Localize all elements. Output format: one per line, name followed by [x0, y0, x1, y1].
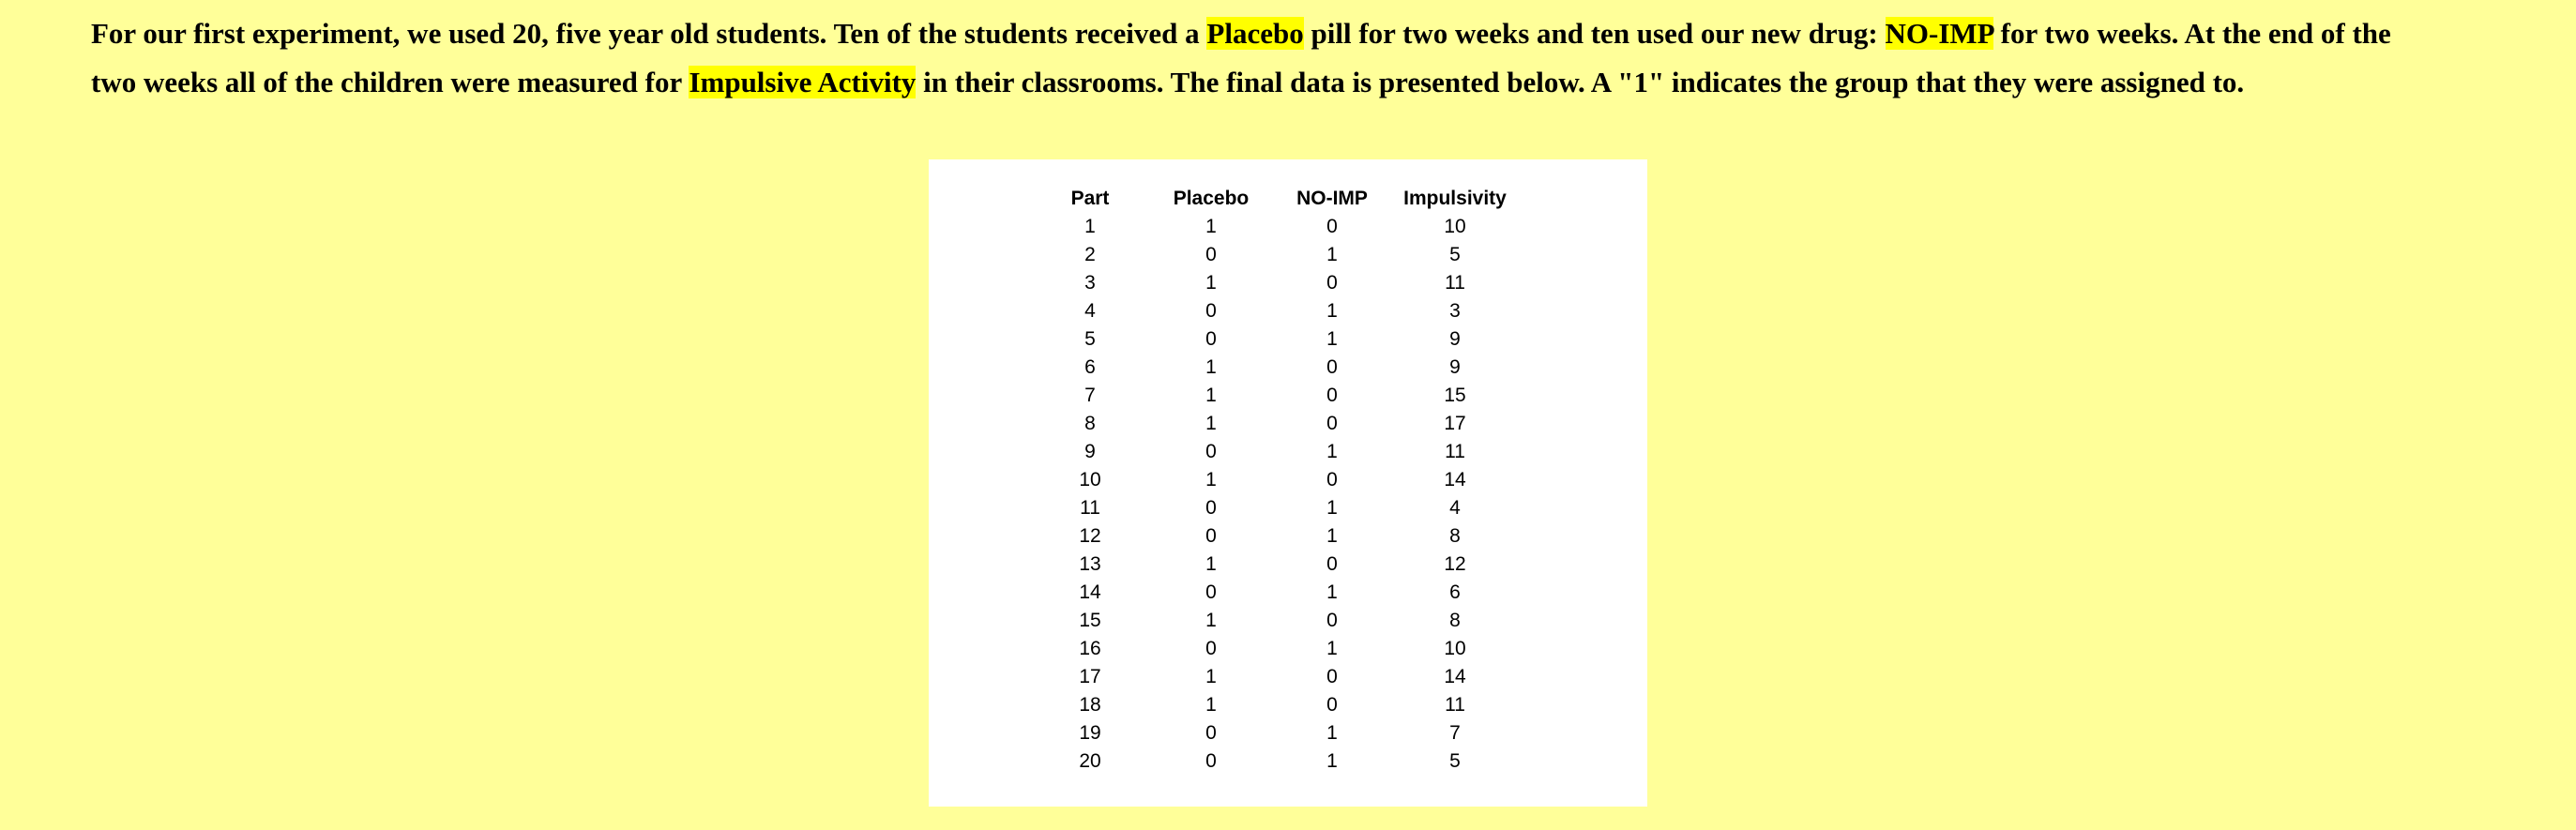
cell-no-imp: 1	[1326, 328, 1338, 350]
cell-part: 6	[1084, 356, 1096, 378]
cell-part: 9	[1084, 441, 1096, 462]
table-row	[1029, 382, 1517, 410]
cell-part: 18	[1079, 694, 1101, 716]
cell-impulsivity: 10	[1444, 638, 1466, 659]
cell-impulsivity: 12	[1444, 553, 1466, 575]
intro-text-3: for two weeks. At the end of the	[1993, 17, 2391, 50]
cell-no-imp: 0	[1326, 610, 1338, 631]
cell-no-imp: 0	[1326, 272, 1338, 294]
cell-part: 20	[1079, 750, 1101, 772]
cell-part: 3	[1084, 272, 1096, 294]
cell-impulsivity: 3	[1449, 300, 1461, 322]
table-row	[1029, 551, 1517, 579]
cell-placebo: 0	[1205, 441, 1217, 462]
cell-impulsivity: 5	[1449, 244, 1461, 265]
cell-impulsivity: 6	[1449, 581, 1461, 603]
table-row	[1029, 438, 1517, 466]
cell-placebo: 1	[1205, 610, 1217, 631]
cell-impulsivity: 5	[1449, 750, 1461, 772]
table-row	[1029, 354, 1517, 382]
cell-no-imp: 1	[1326, 300, 1338, 322]
cell-placebo: 0	[1205, 750, 1217, 772]
cell-part: 10	[1079, 469, 1101, 490]
cell-impulsivity: 14	[1444, 469, 1466, 490]
cell-placebo: 1	[1205, 666, 1217, 687]
cell-no-imp: 1	[1326, 638, 1338, 659]
cell-part: 2	[1084, 244, 1096, 265]
cell-placebo: 0	[1205, 497, 1217, 519]
cell-placebo: 1	[1205, 272, 1217, 294]
cell-placebo: 1	[1205, 216, 1217, 237]
cell-part: 11	[1080, 497, 1100, 519]
intro-paragraph	[91, 9, 2530, 107]
cell-placebo: 1	[1205, 385, 1217, 406]
cell-placebo: 0	[1205, 638, 1217, 659]
cell-impulsivity: 11	[1445, 272, 1465, 294]
intro-text-5: in their classrooms. The final data is presented below. A "1" indicates the group that they were assigned to.	[916, 66, 2245, 98]
table-row	[1029, 325, 1517, 354]
cell-no-imp: 0	[1326, 413, 1338, 434]
cell-no-imp: 1	[1326, 244, 1338, 265]
cell-impulsivity: 8	[1449, 525, 1461, 547]
cell-impulsivity: 9	[1449, 328, 1461, 350]
cell-no-imp: 1	[1326, 722, 1338, 744]
intro-text-2: pill for two weeks and ten used our new drug:	[1303, 17, 1886, 50]
cell-impulsivity: 11	[1445, 441, 1465, 462]
cell-no-imp: 0	[1326, 356, 1338, 378]
cell-part: 19	[1079, 722, 1101, 744]
data-table	[1029, 185, 1517, 776]
table-row	[1029, 213, 1517, 241]
cell-part: 13	[1079, 553, 1101, 575]
cell-part: 5	[1084, 328, 1096, 350]
table-row	[1029, 579, 1517, 607]
cell-placebo: 0	[1205, 525, 1217, 547]
cell-placebo: 0	[1205, 244, 1217, 265]
cell-part: 7	[1084, 385, 1096, 406]
cell-part: 1	[1084, 216, 1096, 237]
table-row	[1029, 466, 1517, 494]
cell-impulsivity: 11	[1445, 694, 1465, 716]
highlight-placebo: Placebo	[1206, 17, 1304, 50]
cell-placebo: 1	[1205, 413, 1217, 434]
cell-no-imp: 0	[1326, 553, 1338, 575]
cell-impulsivity: 8	[1449, 610, 1461, 631]
table-row	[1029, 297, 1517, 325]
cell-no-imp: 1	[1326, 441, 1338, 462]
cell-no-imp: 0	[1326, 694, 1338, 716]
table-header-row	[1029, 185, 1517, 213]
intro-text-4: two weeks all of the children were measured for	[91, 66, 689, 98]
cell-no-imp: 0	[1326, 666, 1338, 687]
cell-no-imp: 0	[1326, 469, 1338, 490]
cell-part: 15	[1079, 610, 1101, 631]
table-row	[1029, 269, 1517, 297]
table-row	[1029, 663, 1517, 691]
table-row	[1029, 747, 1517, 776]
intro-text-1: For our first experiment, we used 20, five year old students. Ten of the students received a	[91, 17, 1207, 50]
cell-part: 12	[1079, 525, 1101, 547]
cell-impulsivity: 15	[1444, 385, 1466, 406]
cell-placebo: 0	[1205, 328, 1217, 350]
highlight-no-imp: NO-IMP	[1885, 17, 1993, 50]
cell-placebo: 1	[1205, 356, 1217, 378]
table-row	[1029, 635, 1517, 663]
cell-impulsivity: 7	[1449, 722, 1461, 744]
cell-impulsivity: 14	[1444, 666, 1466, 687]
table-row	[1029, 607, 1517, 635]
cell-part: 8	[1084, 413, 1096, 434]
cell-impulsivity: 17	[1444, 413, 1466, 434]
cell-placebo: 1	[1205, 469, 1217, 490]
header-impulsivity: Impulsivity	[1403, 188, 1507, 209]
table-row	[1029, 522, 1517, 551]
cell-part: 4	[1084, 300, 1096, 322]
cell-placebo: 0	[1205, 300, 1217, 322]
table-row	[1029, 410, 1517, 438]
cell-placebo: 0	[1205, 581, 1217, 603]
table-row	[1029, 691, 1517, 719]
cell-placebo: 1	[1205, 553, 1217, 575]
table-row	[1029, 241, 1517, 269]
cell-part: 14	[1079, 581, 1101, 603]
cell-placebo: 1	[1205, 694, 1217, 716]
header-no-imp: NO-IMP	[1296, 188, 1368, 209]
cell-impulsivity: 4	[1449, 497, 1461, 519]
highlight-impulsive-activity: Impulsive Activity	[689, 66, 917, 98]
header-placebo: Placebo	[1173, 188, 1250, 209]
cell-part: 16	[1079, 638, 1101, 659]
cell-no-imp: 0	[1326, 216, 1338, 237]
cell-no-imp: 1	[1326, 525, 1338, 547]
cell-part: 17	[1079, 666, 1101, 687]
cell-no-imp: 1	[1326, 581, 1338, 603]
data-table-panel	[929, 159, 1647, 807]
cell-placebo: 0	[1205, 722, 1217, 744]
cell-no-imp: 1	[1326, 750, 1338, 772]
table-row	[1029, 719, 1517, 747]
cell-no-imp: 1	[1326, 497, 1338, 519]
cell-no-imp: 0	[1326, 385, 1338, 406]
cell-impulsivity: 9	[1449, 356, 1461, 378]
cell-impulsivity: 10	[1444, 216, 1466, 237]
table-row	[1029, 494, 1517, 522]
header-part: Part	[1070, 188, 1110, 209]
